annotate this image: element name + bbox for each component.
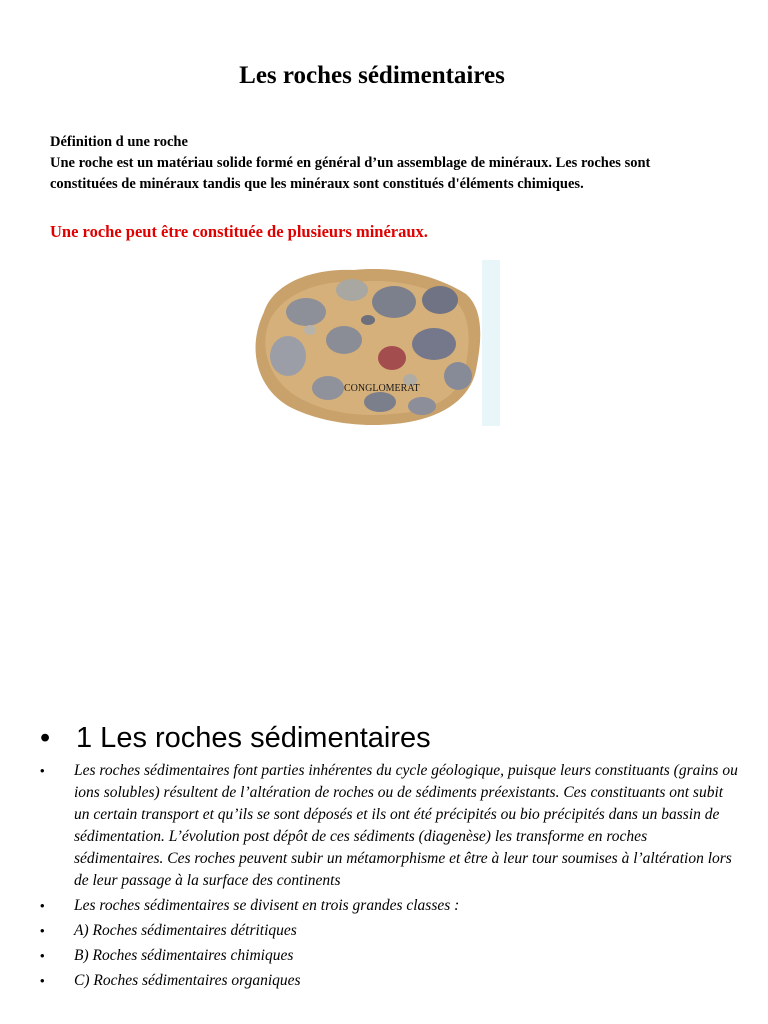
definition-highlight: Une roche peut être constituée de plusieurs minéraux. [50,222,428,241]
conglomerate-photo [244,260,500,426]
list-item-text: Les roches sédimentaires se divisent en trois grandes classes : [74,897,460,914]
conglomerate-caption: CONGLOMERAT [344,383,420,394]
list-bullet: • [40,763,45,778]
list-item [40,945,740,967]
section-list [40,760,740,995]
definition-text: Une roche est un matériau solide formé en général d’un assemblage de minéraux. Les roches sont constituées de minéraux tandis que les minéraux sont constitués d'éléments chimiques. [50,155,651,192]
definition-block [50,132,700,195]
list-item [40,970,740,992]
list-item [40,895,740,917]
page-title: Les roches sédimentaires [239,62,505,89]
list-item-text: B) Roches sédimentaires chimiques [74,947,294,964]
section-heading [40,716,431,760]
list-item-text: A) Roches sédimentaires détritiques [74,922,297,939]
list-bullet: • [40,948,45,963]
list-item [40,920,740,942]
list-bullet: • [40,898,45,913]
list-item [40,760,740,892]
list-bullet: • [40,973,45,988]
list-item-text: Les roches sédimentaires font parties inhérentes du cycle géologique, puisque leurs constituants (grains ou ions solubles) résultent de l’altération de roches ou de sédiments préexistants. Ces constituants ont subit un certain transport et qu’ils se sont déposés et ils ont été précipités ou bio précipités dans un bassin de sédimentation. L’évolution post dépôt de ces sédiments (diagenèse) les transforme en roches sédimentaires. Ces roches peuvent subir un métamorphisme et être à leur tour soumises à l’altération lors de leur passage à la surface des continents [74,762,738,889]
list-item-text: C) Roches sédimentaires organiques [74,972,301,989]
section-heading-text: 1 Les roches sédimentaires [76,722,431,754]
definition-heading: Définition d une roche [50,134,188,150]
section-bullet: • [40,722,51,754]
list-bullet: • [40,923,45,938]
conglomerate-illustration [244,260,500,426]
